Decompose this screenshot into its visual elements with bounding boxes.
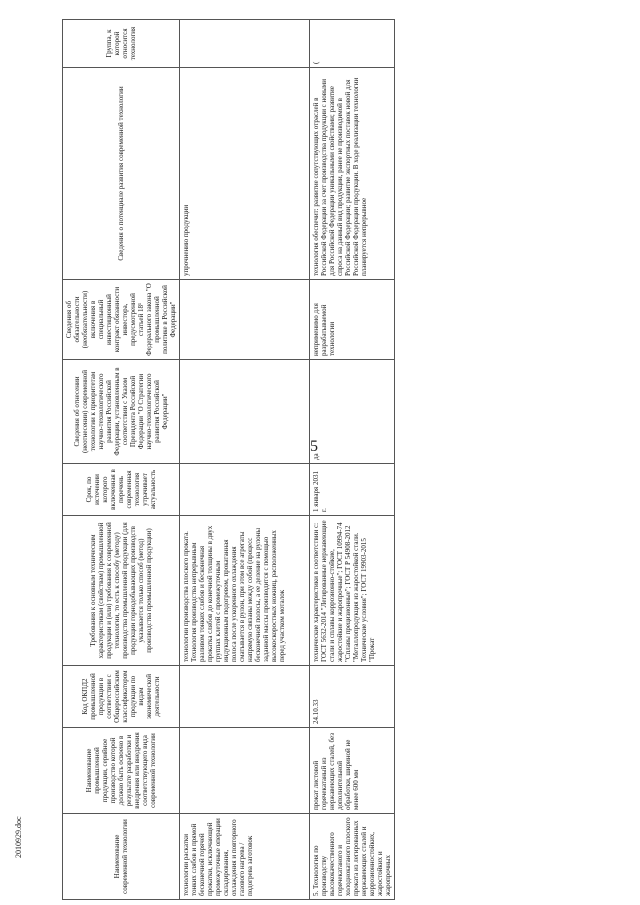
header-cell: Наименование современной технологии [63,814,180,900]
table-cell [180,666,310,728]
footer-filename: 2010929.doc [14,816,23,858]
header-cell: Сведения об отнесении (неотнесении) современной технологии к приоритетам научно-технологического развития Российской Федерации, установленным в соответствии с Указом Президента Российской Федерации "О Стратегии научно-технологического развития Российской Федерации" [63,360,180,464]
table-cell: 24.10.33 [310,666,395,728]
technology-table [62,19,395,900]
table-cell: прокат листовой горячекатаный из нержавеющих сталей, без дополнительной обработки, шириной не менее 600 мм [310,728,395,814]
header-cell: Срок, по истечении которого включенная в перечень современная технология утрачивает актуальность [63,464,180,516]
table-cell [180,280,310,360]
table-row [310,20,395,900]
row-number: 5. [312,890,320,896]
header-cell: Код ОКПД2 промышленной продукции в соответствии с Общероссийским классификатором продукции по видам экономической деятельности [63,666,180,728]
header-cell: Наименование промышленной продукции, серийное производство которой должно быть освоено в результате разработки и внедрения или внедрения соответствующего вида современной технологии [63,728,180,814]
table-cell: технологии раскатки тонких слябов и прямой бесконечной горячей прокатки, исключающей промежуточные операции складирования, охлаждения и повторного газового нагрева / подогрева заготовок [180,814,310,900]
header-cell: Группа, к которой относится технология [63,20,180,68]
table-cell [180,20,310,68]
table-cell: неприменимо для разрабатываемой технологии [310,280,395,360]
table-cell: 1 января 2031 г. [310,464,395,516]
table-cell: упрочнению продукции [180,68,310,280]
header-cell: Требования к основным техническим характеристикам (свойствам) промышленной продукции и (или) требования к современной технологии, то есть к способу (методу) производства промышленной продукции (для продукции горнодобывающих производств указывается только способ (метод) производства промышленной продукции) [63,516,180,666]
page-number: 5 [310,438,318,455]
rotated-table-container [62,20,582,900]
header-cell: Сведения об обязательности (необязательности) включения в специальный инвестиционный контракт обязанности инвестора, предусмотренной статьей 18¹ Федерального закона "О промышленной политике в Российской Федерации" [63,280,180,360]
table-cell: ( [310,20,395,68]
table-cell: технологии производства плоского проката. Технология производства непрерывным разливом тонких слябов и бесконечная прокатка слябов до конечной толщины в двух группах клетей с промежуточным индукционным подогревом, прокатанная полоса после ускоренного охлаждения сматывается в рулон, при этом все агрегаты напрямую связаны между собой (процесс бесконечной полосы, а ее деление на рулоны заданной массы производится с помощью высокоскоростных ножниц, расположенных перед участком моталок [180,516,310,666]
table-cell [180,728,310,814]
table-cell: технология обеспечит: развитие сопутствующих отраслей в Российской Федерации за счет производства продукции с новыми для Российской Федерации уникальными свойствами; развитие спроса на данный вид продукции, ранее не производимой в Российской Федерации; развитие экспортных поставок новой для Российской Федерации продукции. В ходе реализации технологии планируется непрерывное [310,68,395,280]
table-cell [180,464,310,516]
table-cell [310,814,395,900]
header-row [63,20,180,900]
table-cell [180,360,310,464]
continuation-row [180,20,310,900]
technology-name: Технология по производству высококачественного горячекатаного и холоднокатаного плоского проката из легированных нержавеющих сталей и коррозионностойких, жаростойких и жаропрочных [312,817,392,896]
table-cell: технические характеристики в соответствии с: ГОСТ 5632-2014 "Легированные нержавеющие стали и сплавы коррозионно-стойкие, жаростойкие и жаропрочные"; ГОСТ 10994-74 "Сплавы прецизионные"; ГОСТ Р 54908-2012 "Металлопродукция из жаростойкой стали. Технические условия"; ГОСТ 19903-2015 "Прокат [310,516,395,666]
header-cell: Сведения о потенциале развития современной технологии [63,68,180,280]
table-cell: да [310,360,395,464]
